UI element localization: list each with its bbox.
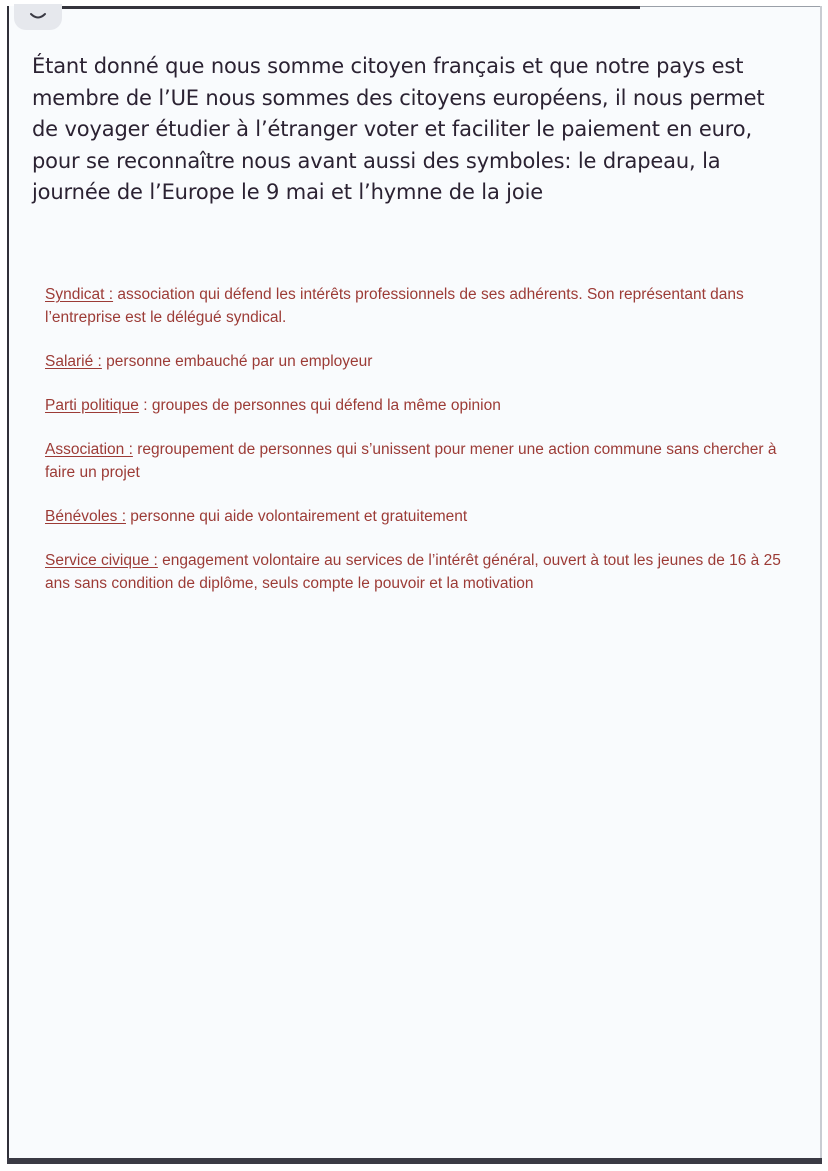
definition-term: Parti politique [45, 397, 139, 414]
definition-term: Service civique : [45, 552, 158, 569]
definition-item [45, 438, 805, 484]
page-top-edge-thin [640, 6, 820, 7]
definition-term: Syndicat : [45, 286, 114, 303]
definition-term: Bénévoles : [45, 508, 126, 525]
definition-item [45, 394, 805, 417]
definitions-list [45, 283, 805, 616]
definition-text: engagement volontaire au services de l’intérêt général, ouvert à tout les jeunes de 16 à 25 ans sans condition de diplôme, seuls compte le pouvoir et la motivation [45, 552, 781, 592]
chevron-down-icon [28, 12, 48, 22]
definition-text: personne qui aide volontairement et gratuitement [126, 508, 468, 525]
page-bottom-edge [7, 1158, 822, 1164]
definition-item [45, 505, 805, 528]
definition-text: regroupement de personnes qui s’unissent pour mener une action commune sans chercher à faire un projet [45, 441, 777, 481]
page-top-edge [30, 6, 640, 9]
collapse-button[interactable] [14, 4, 62, 30]
definition-item [45, 549, 805, 595]
definition-term: Association : [45, 441, 133, 458]
definition-text: : groupes de personnes qui défend la même opinion [138, 397, 501, 414]
definition-item [45, 283, 805, 329]
definition-text: association qui défend les intérêts professionnels de ses adhérents. Son représentant dans l’entreprise est le délégué syndical. [45, 286, 744, 326]
definition-item [45, 350, 805, 373]
definition-text: personne embauché par un employeur [101, 353, 373, 370]
intro-paragraph: Étant donné que nous somme citoyen français et que notre pays est membre de l’UE nous sommes des citoyens européens, il nous permet de voyager étudier à l’étranger voter et faciliter le paiement en euro, pour se reconnaître nous avant aussi des symboles: le drapeau, la journée de l’Europe le 9 mai et l’hymne de la joie [32, 54, 765, 204]
definition-term: Salarié : [45, 353, 102, 370]
